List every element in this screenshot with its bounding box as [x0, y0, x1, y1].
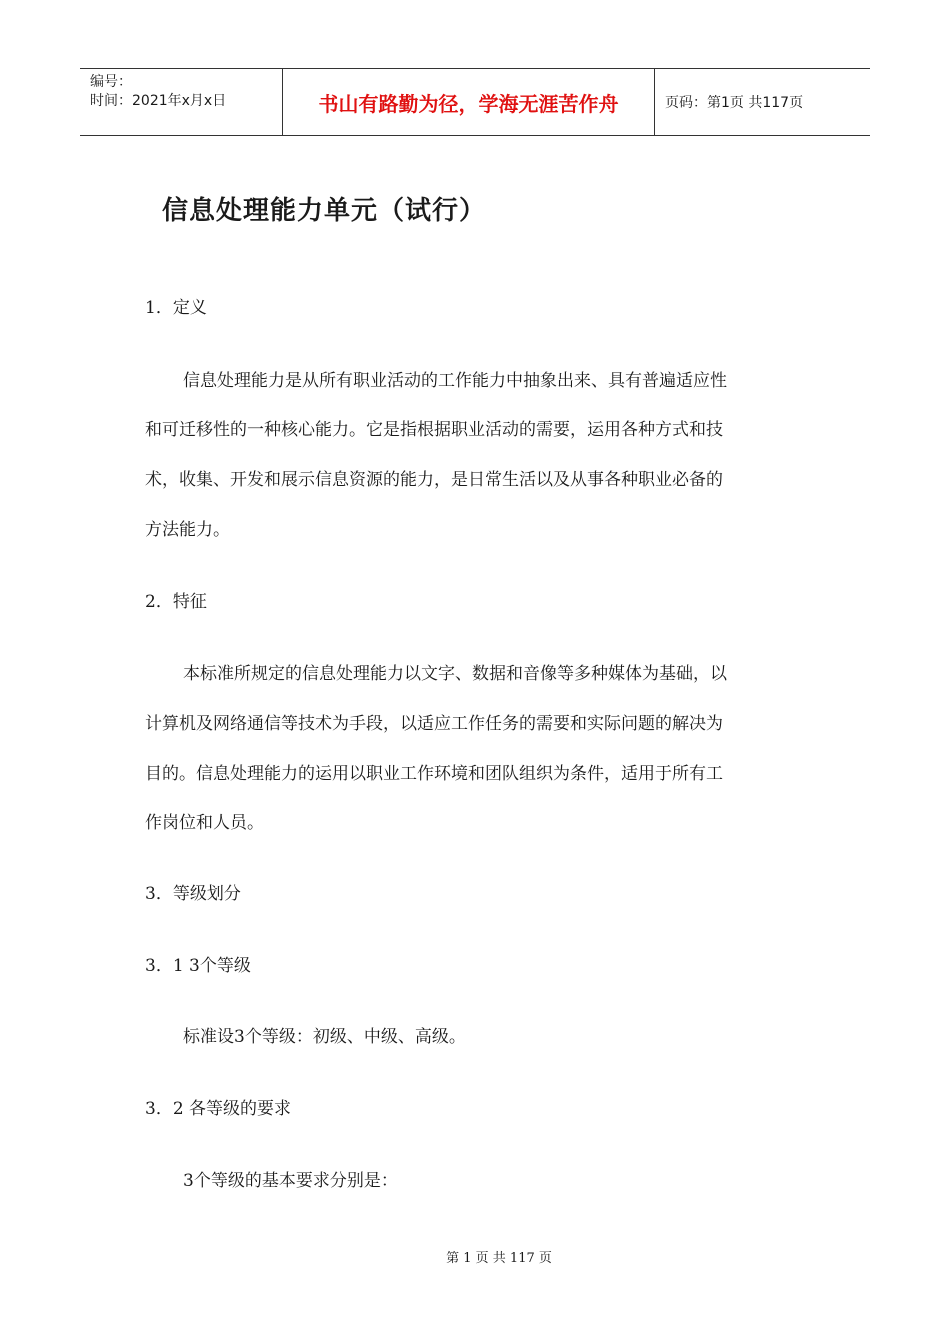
page-number-footer: 第 1 页 共 117 页: [446, 1251, 552, 1266]
section-1-paragraph-line: 和可迁移性的一种核心能力。它是指根据职业活动的需要，运用各种方式和技: [145, 420, 723, 440]
section-2-paragraph-line: 计算机及网络通信等技术为手段，以适应工作任务的需要和实际问题的解决为: [145, 714, 723, 734]
section-3-1-heading: 3．1 3个等级: [145, 956, 251, 976]
section-1-paragraph-line: 信息处理能力是从所有职业活动的工作能力中抽象出来、具有普遍适应性: [183, 371, 727, 391]
header-meta: [80, 69, 282, 135]
document-header: [80, 68, 870, 136]
header-time-label: 时间：2021年x月x日: [90, 93, 227, 109]
section-1-heading: 1．定义: [145, 298, 207, 318]
section-3-2-heading: 3．2 各等级的要求: [145, 1099, 292, 1119]
section-1-paragraph-line: 术，收集、开发和展示信息资源的能力，是日常生活以及从事各种职业必备的: [145, 470, 723, 490]
section-2-paragraph-line: 目的。信息处理能力的运用以职业工作环境和团队组织为条件，适用于所有工: [145, 764, 723, 784]
header-motto: 书山有路勤为径，学海无涯苦作舟: [282, 69, 655, 135]
section-3-2-text: 3个等级的基本要求分别是：: [183, 1171, 398, 1191]
document-title: 信息处理能力单元（试行）: [162, 196, 487, 226]
section-3-1-text: 标准设3个等级：初级、中级、高级。: [183, 1027, 466, 1047]
section-2-paragraph-line: 作岗位和人员。: [145, 813, 264, 833]
header-number-label: 编号：: [90, 74, 132, 90]
section-1-paragraph-line: 方法能力。: [145, 520, 230, 540]
section-2-paragraph-line: 本标准所规定的信息处理能力以文字、数据和音像等多种媒体为基础，以: [183, 664, 727, 684]
section-2-heading: 2．特征: [145, 592, 207, 612]
header-page-info: 页码：第1页 共117页: [665, 95, 804, 111]
section-3-heading: 3．等级划分: [145, 884, 241, 904]
